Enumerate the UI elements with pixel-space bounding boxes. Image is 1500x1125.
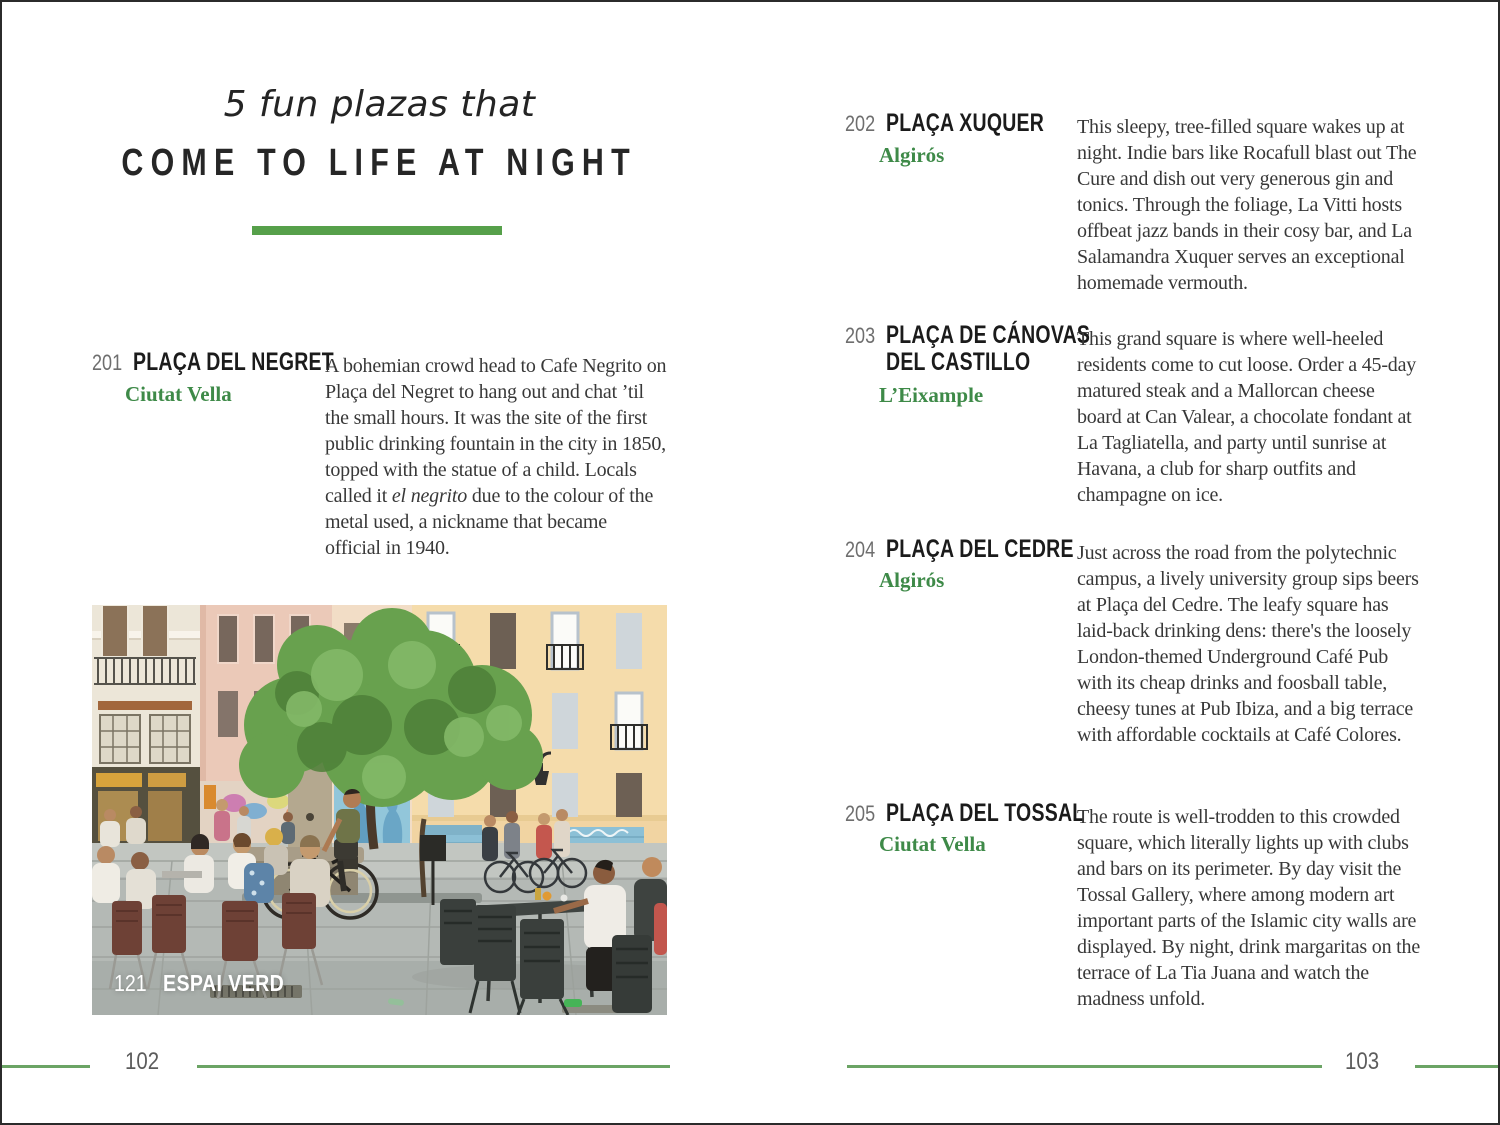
cream-building <box>92 605 200 843</box>
photo-caption-title: ESPAI VERD <box>163 970 285 996</box>
footer-rule-left-long <box>197 1065 670 1068</box>
entry-name: PLAÇA XUQUER <box>885 109 1044 137</box>
photo-caption-number: 121 <box>114 970 147 996</box>
entry-number: 205 <box>845 801 876 826</box>
entry-203-neighborhood: L’Eixample <box>879 383 984 407</box>
chapter-intro-line: 5 fun plazas that <box>223 84 536 125</box>
entry-204-neighborhood: Algirós <box>879 568 945 592</box>
entry-205-neighborhood: Ciutat Vella <box>879 832 986 856</box>
title-accent-bar <box>252 226 502 235</box>
chapter-title-text: COME TO LIFE AT NIGHT <box>121 141 638 184</box>
entry-name: PLAÇA DEL NEGRET <box>132 348 334 376</box>
entry-body-italic: el negrito <box>391 485 468 507</box>
entry-203-body: This grand square is where well-heeled residents come to cut loose. Order a 45-day matured steak and a Mallorcan cheese board at Can Valear, a chocolate fondant at La Tagliatella, and party until sunrise at Havana, a club for sharp outfits and champagne on ice. <box>1077 328 1417 506</box>
entry-202-heading <box>845 110 1088 137</box>
footer-rule-right-long <box>847 1065 1322 1068</box>
entry-number: 201 <box>92 350 123 375</box>
entry-205-body: The route is well-trodden to this crowded square, which literally lights up with clubs and bars on its perimeter. By day visit the Tossal Gallery, where among modern art important parts of the Islamic city walls are displayed. By night, drink margaritas on the terrace of La Tia Juana and watch the madness unfold. <box>1077 806 1420 1010</box>
entry-name: PLAÇA DEL CEDRE <box>885 535 1074 563</box>
entry-body-text: due to the colour of the metal used, a nickname that became official in 1940. <box>325 485 654 559</box>
entry-201-neighborhood: Ciutat Vella <box>125 382 232 406</box>
plaza-photo <box>92 605 667 1015</box>
entry-number: 204 <box>845 537 876 562</box>
entry-202-neighborhood: Algirós <box>879 143 945 167</box>
entry-name: PLAÇA DEL TOSSAL <box>885 799 1085 827</box>
footer-rule-right-short <box>1415 1065 1500 1068</box>
entry-202-body: This sleepy, tree-filled square wakes up at night. Indie bars like Rocafull blast out The Cure and dish out very generous gin and tonics. Through the foliage, La Vitti hosts offbeat jazz bands in their cosy bar, and La Salamandra Xuquer serves an exceptional homemade vermouth. <box>1077 116 1417 294</box>
entry-204-body: Just across the road from the polytechnic campus, a lively university group sips beers at Plaça del Cedre. The leafy square has laid-back drinking dens: there's the loosely London-themed Underground Café Pub with its cheap drinks and foosball table, cheesy tunes at Pub Ibiza, and a big terrace with affordable cocktails at Café Colores. <box>1077 542 1419 746</box>
chapter-title <box>92 138 667 188</box>
photo-caption <box>114 970 306 997</box>
entry-number: 202 <box>845 111 876 136</box>
page-number-left: 102 <box>124 1048 160 1075</box>
entry-body-text: A bohemian crowd head to Cafe Negrito on Plaça del Negret to hang out and chat ’til the small hours. It was the site of the first public drinking fountain in the city in 1850, topped with the statue of a child. Locals called it <box>325 355 667 507</box>
footer-rule-left-short <box>2 1065 90 1068</box>
entry-name: PLAÇA DE CÁNOVAS DEL CASTILLO <box>885 321 1090 376</box>
page-number-right: 103 <box>1344 1048 1380 1075</box>
entry-number: 203 <box>845 323 876 348</box>
entry-201-body <box>325 353 667 561</box>
